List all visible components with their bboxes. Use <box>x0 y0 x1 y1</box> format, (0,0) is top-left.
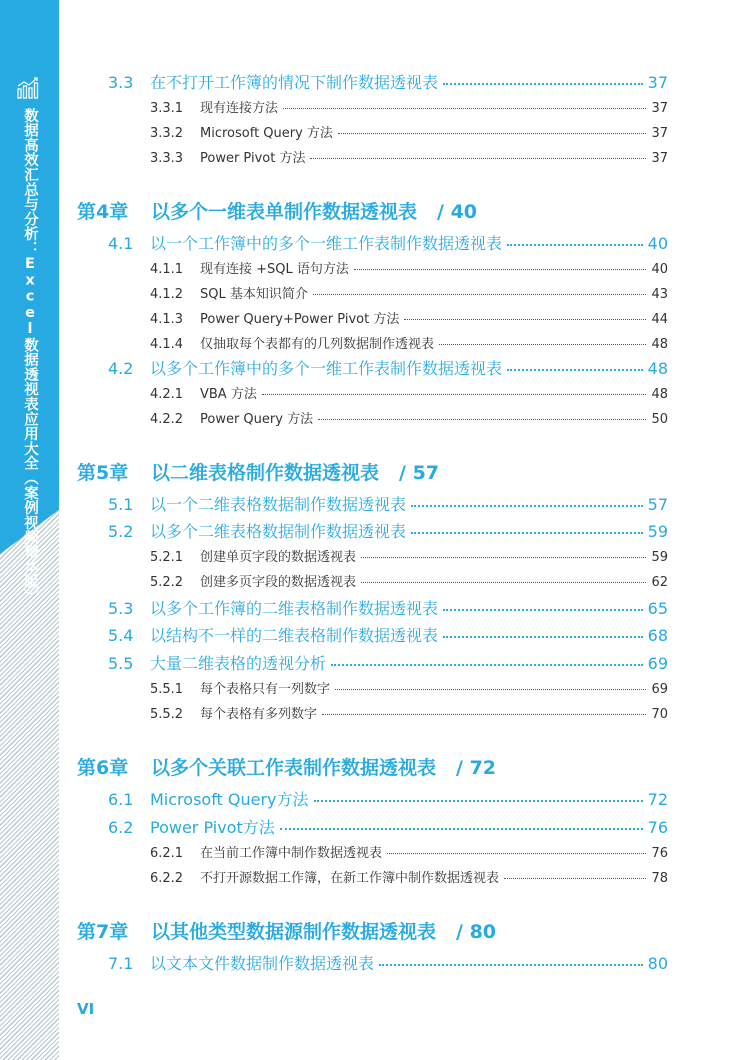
toc-page: / 40 <box>437 201 478 223</box>
toc-number: 4.1.4 <box>150 337 184 352</box>
toc-section-row <box>108 231 668 254</box>
dot-leader <box>387 852 646 854</box>
toc-chapter-row <box>77 458 439 485</box>
toc-title: 创建多页字段的数据透视表 <box>200 575 357 590</box>
toc-title: 以结构不一样的二维表格制作数据透视表 <box>150 626 439 645</box>
toc-number: 5.3 <box>108 599 134 618</box>
dot-leader <box>318 418 646 420</box>
toc-section-row <box>108 815 668 838</box>
toc-chapter-row <box>77 917 496 944</box>
dot-leader <box>310 157 646 159</box>
toc-number: 第6章 <box>77 757 129 779</box>
dot-leader <box>443 635 643 638</box>
toc-page: 78 <box>651 871 668 886</box>
toc-title: 以多个一维表单制作数据透视表 <box>151 201 418 223</box>
toc-section-row <box>108 596 668 619</box>
toc-title: 以多个工作簿中的多个一维工作表制作数据透视表 <box>150 359 503 378</box>
toc-sub-row <box>150 97 668 116</box>
toc-sub-row <box>150 147 668 166</box>
toc-number: 3.3.2 <box>150 126 184 141</box>
toc-number: 3.3.1 <box>150 101 184 116</box>
toc-page: 40 <box>651 262 668 277</box>
toc-number: 6.2.2 <box>150 871 184 886</box>
toc-title: Power Query+Power Pivot 方法 <box>200 312 400 327</box>
dot-leader <box>361 556 646 558</box>
book-title: 数据高效汇总与分析：Excel数据透视表应用大全（案例视频精华版） <box>22 108 38 604</box>
toc-title: 以多个工作簿的二维表格制作数据透视表 <box>150 599 439 618</box>
toc-page: 76 <box>647 818 668 837</box>
toc-chapter-row <box>77 753 496 780</box>
toc-number: 3.3.3 <box>150 151 184 166</box>
toc-page: 37 <box>651 151 668 166</box>
toc-chapter-row <box>77 197 477 224</box>
toc-number: 5.2 <box>108 522 134 541</box>
toc-section-row <box>108 519 668 542</box>
dot-leader <box>322 713 646 715</box>
toc-section-row <box>108 623 668 646</box>
dot-leader <box>280 827 643 830</box>
toc-section-row <box>108 356 668 379</box>
toc-sub-row <box>150 703 668 722</box>
toc-number: 第4章 <box>77 201 129 223</box>
toc-page: 40 <box>647 234 668 253</box>
toc-title: 大量二维表格的透视分析 <box>150 654 327 673</box>
toc-page: 37 <box>651 101 668 116</box>
toc-page: 76 <box>651 846 668 861</box>
toc-page: 69 <box>651 682 668 697</box>
dot-leader <box>443 608 643 611</box>
toc-number: 6.2.1 <box>150 846 184 861</box>
dot-leader <box>338 132 647 134</box>
toc-number: 第7章 <box>77 921 129 943</box>
toc-section-row <box>108 70 668 93</box>
toc-sub-row <box>150 283 668 302</box>
toc-title: SQL 基本知识简介 <box>200 287 308 302</box>
dot-leader <box>443 82 643 85</box>
toc-number: 5.2.2 <box>150 575 184 590</box>
toc-sub-row <box>150 308 668 327</box>
toc-title: 以文本文件数据制作数据透视表 <box>150 954 375 973</box>
toc-title: 以二维表格制作数据透视表 <box>151 462 380 484</box>
toc-sub-row <box>150 408 668 427</box>
dot-leader <box>507 243 643 246</box>
dot-leader <box>313 293 647 295</box>
toc-page: 59 <box>651 550 668 565</box>
toc-section-row <box>108 787 668 810</box>
toc-title: 每个表格只有一列数字 <box>200 682 331 697</box>
toc-sub-row <box>150 122 668 141</box>
toc-page: 48 <box>647 359 668 378</box>
toc-page: 70 <box>651 707 668 722</box>
dot-leader <box>331 663 643 666</box>
toc-page: 80 <box>647 954 668 973</box>
toc-sub-row <box>150 571 668 590</box>
toc-number: 4.1.3 <box>150 312 184 327</box>
toc-page: / 80 <box>456 921 497 943</box>
toc-page: 72 <box>647 790 668 809</box>
dot-leader <box>411 531 643 534</box>
dot-leader <box>335 688 646 690</box>
toc-number: 6.1 <box>108 790 134 809</box>
toc-title: 仅抽取每个表都有的几列数据制作透视表 <box>200 337 435 352</box>
toc-title: Microsoft Query 方法 <box>200 126 333 141</box>
toc-page: 37 <box>651 126 668 141</box>
toc-section-row <box>108 651 668 674</box>
page-number: VI <box>77 1000 95 1018</box>
dot-leader <box>404 318 646 320</box>
toc-page: 69 <box>647 654 668 673</box>
toc-number: 5.5 <box>108 654 134 673</box>
toc-sub-row <box>150 383 668 402</box>
toc-title: Microsoft Query方法 <box>150 790 309 809</box>
toc-title: Power Pivot方法 <box>150 818 275 837</box>
toc-sub-row <box>150 842 668 861</box>
toc-number: 4.2.2 <box>150 412 184 427</box>
toc-title: 以一个二维表格数据制作数据透视表 <box>150 495 407 514</box>
toc-number: 5.2.1 <box>150 550 184 565</box>
toc-page: 68 <box>647 626 668 645</box>
toc-page: / 72 <box>456 757 497 779</box>
dot-leader <box>504 877 646 879</box>
toc-number: 5.4 <box>108 626 134 645</box>
dot-leader <box>379 963 643 966</box>
toc-number: 3.3 <box>108 73 134 92</box>
toc-page: 59 <box>647 522 668 541</box>
dot-leader <box>354 268 647 270</box>
toc-title: 在当前工作簿中制作数据透视表 <box>200 846 383 861</box>
toc-number: 6.2 <box>108 818 134 837</box>
toc-title: 现有连接方法 <box>200 101 279 116</box>
toc-sub-row <box>150 867 668 886</box>
toc-sub-row <box>150 258 668 277</box>
toc-title: 每个表格有多列数字 <box>200 707 318 722</box>
toc-number: 7.1 <box>108 954 134 973</box>
toc-number: 4.2 <box>108 359 134 378</box>
toc-page: 37 <box>647 73 668 92</box>
toc-number: 第5章 <box>77 462 129 484</box>
toc-number: 5.5.2 <box>150 707 184 722</box>
toc-number: 4.1.2 <box>150 287 184 302</box>
toc-number: 4.1.1 <box>150 262 184 277</box>
toc-title: Power Query 方法 <box>200 412 314 427</box>
toc-number: 4.1 <box>108 234 134 253</box>
toc-page: 44 <box>651 312 668 327</box>
toc-page: 48 <box>651 387 668 402</box>
toc-title: 现有连接 +SQL 语句方法 <box>200 262 349 277</box>
toc-page: 62 <box>651 575 668 590</box>
toc-title: Power Pivot 方法 <box>200 151 306 166</box>
toc-title: 不打开源数据工作簿，在新工作簿中制作数据透视表 <box>200 871 500 886</box>
toc-number: 5.1 <box>108 495 134 514</box>
dot-leader <box>314 799 643 802</box>
toc-page: 50 <box>651 412 668 427</box>
toc-title: 以多个二维表格数据制作数据透视表 <box>150 522 407 541</box>
toc-sub-row <box>150 333 668 352</box>
dot-leader <box>439 343 646 345</box>
toc-section-row <box>108 951 668 974</box>
toc-page: 65 <box>647 599 668 618</box>
dot-leader <box>283 107 646 109</box>
toc-sub-row <box>150 678 668 697</box>
toc-number: 5.5.1 <box>150 682 184 697</box>
toc-title: 创建单页字段的数据透视表 <box>200 550 357 565</box>
toc-page: 57 <box>647 495 668 514</box>
toc-page: 48 <box>651 337 668 352</box>
dot-leader <box>411 504 643 507</box>
dot-leader <box>507 368 643 371</box>
toc-sub-row <box>150 546 668 565</box>
toc-title: 以其他类型数据源制作数据透视表 <box>151 921 437 943</box>
dot-leader <box>361 581 646 583</box>
toc-title: VBA 方法 <box>200 387 257 402</box>
dot-leader <box>262 393 647 395</box>
toc-number: 4.2.1 <box>150 387 184 402</box>
toc-title: 在不打开工作簿的情况下制作数据透视表 <box>150 73 439 92</box>
toc-page: / 57 <box>399 462 440 484</box>
toc-page: 43 <box>651 287 668 302</box>
toc-section-row <box>108 492 668 515</box>
toc-title: 以一个工作簿中的多个一维工作表制作数据透视表 <box>150 234 503 253</box>
toc-title: 以多个关联工作表制作数据透视表 <box>151 757 437 779</box>
